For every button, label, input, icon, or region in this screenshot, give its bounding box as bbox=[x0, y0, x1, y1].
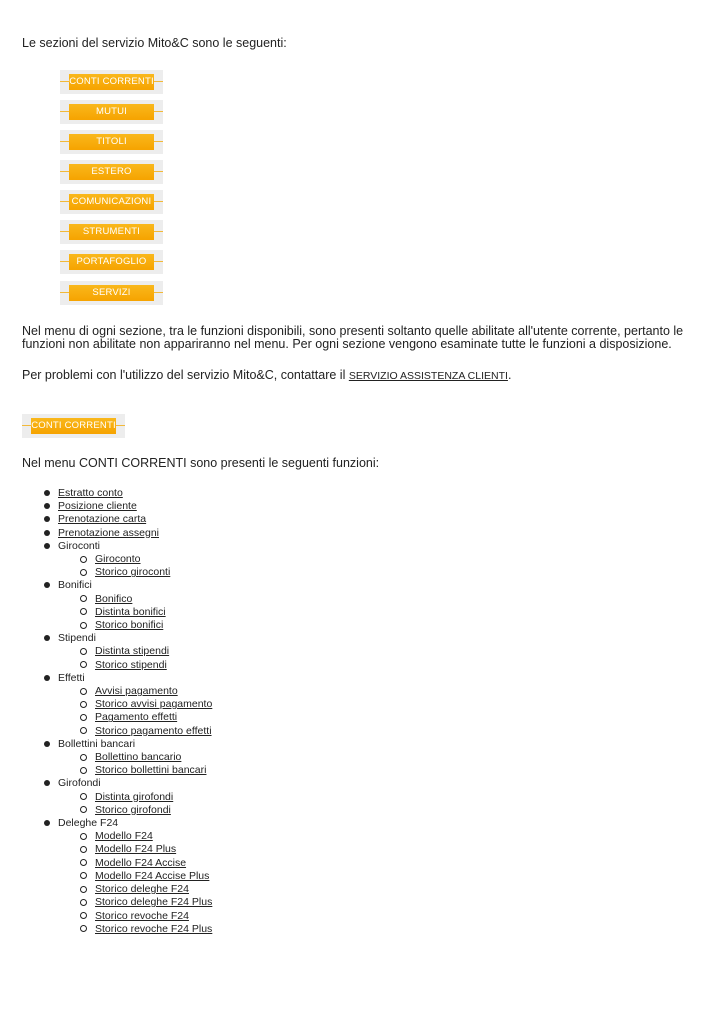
submenu-item bbox=[58, 896, 212, 909]
menu-group-deleghe-f24 bbox=[0, 817, 212, 936]
menu-group-label: Stipendi bbox=[58, 632, 96, 645]
bullet-icon bbox=[44, 635, 50, 641]
section-button-strumenti[interactable] bbox=[60, 220, 163, 244]
intro-text: Le sezioni del servizio Mito&C sono le seguenti: bbox=[22, 36, 287, 50]
section-button-label: SERVIZI bbox=[69, 285, 154, 301]
menu-item bbox=[0, 500, 212, 513]
menu-group-stipendi bbox=[0, 632, 212, 672]
submenu-item bbox=[58, 606, 212, 619]
circle-bullet-icon bbox=[80, 714, 87, 721]
submenu-link[interactable]: Avvisi pagamento bbox=[95, 685, 178, 698]
submenu bbox=[58, 751, 212, 777]
section-button-label: CONTI CORRENTI bbox=[69, 74, 154, 90]
submenu-item bbox=[58, 593, 212, 606]
submenu-link[interactable]: Storico deleghe F24 Plus bbox=[95, 896, 213, 909]
menu-link-estratto-conto[interactable]: Estratto conto bbox=[58, 487, 123, 499]
circle-bullet-icon bbox=[80, 569, 87, 576]
submenu-item bbox=[58, 857, 212, 870]
circle-bullet-icon bbox=[80, 846, 87, 853]
support-text: Per problemi con l'utilizzo del servizio Mito&C, contattare il SERVIZIO ASSISTENZA CLIENTI. bbox=[22, 368, 512, 382]
bullet-icon bbox=[44, 543, 50, 549]
circle-bullet-icon bbox=[80, 872, 87, 879]
circle-bullet-icon bbox=[80, 608, 87, 615]
conti-correnti-header-label: CONTI CORRENTI bbox=[31, 418, 116, 434]
submenu-item bbox=[58, 843, 212, 856]
submenu-link[interactable]: Pagamento effetti bbox=[95, 711, 178, 724]
submenu-link[interactable]: Distinta stipendi bbox=[95, 645, 170, 658]
submenu-link[interactable]: Bonifico bbox=[95, 592, 133, 605]
submenu-link[interactable]: Modello F24 Accise bbox=[95, 856, 187, 869]
circle-bullet-icon bbox=[80, 727, 87, 734]
submenu-link[interactable]: Storico girofondi bbox=[95, 803, 171, 816]
menu-group-label: Deleghe F24 bbox=[58, 817, 119, 830]
menu-group-label: Bonifici bbox=[58, 579, 92, 592]
submenu-link[interactable]: Storico bonifici bbox=[95, 619, 164, 632]
submenu-link[interactable]: Storico revoche F24 Plus bbox=[95, 922, 213, 935]
submenu-item bbox=[58, 685, 212, 698]
menu-note-text: Nel menu di ogni sezione, tra le funzioni disponibili, sono presenti soltanto quelle abilitate all'utente corrente, pertanto le funzioni non abilitate non appariranno nel menu. Per ogni sezione vengono esaminate tutte le funzioni a disposizione. bbox=[22, 324, 684, 351]
menu-group-label: Effetti bbox=[58, 671, 85, 684]
submenu-item bbox=[58, 645, 212, 658]
circle-bullet-icon bbox=[80, 806, 87, 813]
circle-bullet-icon bbox=[80, 833, 87, 840]
bullet-icon bbox=[44, 780, 50, 786]
submenu-link[interactable]: Modello F24 Accise Plus bbox=[95, 869, 210, 882]
menu-group-girofondi bbox=[0, 777, 212, 817]
submenu-link[interactable]: Bollettino bancario bbox=[95, 751, 182, 764]
submenu bbox=[58, 593, 212, 633]
menu-item bbox=[0, 513, 212, 526]
section-button-label: PORTAFOGLIO bbox=[69, 254, 154, 270]
submenu-item bbox=[58, 923, 212, 936]
menu-item bbox=[0, 527, 212, 540]
bullet-icon bbox=[44, 516, 50, 522]
section-button-portafoglio[interactable] bbox=[60, 250, 163, 274]
submenu-item bbox=[58, 910, 212, 923]
submenu-link[interactable]: Distinta bonifici bbox=[95, 605, 166, 618]
circle-bullet-icon bbox=[80, 622, 87, 629]
menu-group-effetti bbox=[0, 672, 212, 738]
section-button-label: TITOLI bbox=[69, 134, 154, 150]
submenu-link[interactable]: Modello F24 bbox=[95, 830, 153, 843]
support-link[interactable]: SERVIZIO ASSISTENZA CLIENTI bbox=[348, 370, 508, 382]
submenu-item bbox=[58, 619, 212, 632]
menu-link-prenotazione-carta[interactable]: Prenotazione carta bbox=[58, 513, 147, 526]
menu-group-bollettini-bancari bbox=[0, 738, 212, 778]
section-button-label: MUTUI bbox=[69, 104, 154, 120]
circle-bullet-icon bbox=[80, 648, 87, 655]
submenu-link[interactable]: Storico giroconti bbox=[95, 566, 171, 579]
section-button-servizi[interactable] bbox=[60, 281, 163, 305]
bullet-icon bbox=[44, 820, 50, 826]
submenu-item bbox=[58, 553, 212, 566]
circle-bullet-icon bbox=[80, 556, 87, 563]
circle-bullet-icon bbox=[80, 912, 87, 919]
submenu-link[interactable]: Distinta girofondi bbox=[95, 790, 174, 803]
submenu-item bbox=[58, 883, 212, 896]
section-button-comunicazioni[interactable] bbox=[60, 190, 163, 214]
submenu-link[interactable]: Modello F24 Plus bbox=[95, 843, 177, 856]
bullet-icon bbox=[44, 582, 50, 588]
submenu-link[interactable]: Giroconto bbox=[95, 553, 141, 566]
section-button-label: ESTERO bbox=[69, 164, 154, 180]
circle-bullet-icon bbox=[80, 886, 87, 893]
submenu bbox=[58, 553, 212, 579]
circle-bullet-icon bbox=[80, 688, 87, 695]
bullet-icon bbox=[44, 675, 50, 681]
section-button-label: COMUNICAZIONI bbox=[69, 194, 154, 210]
submenu-item bbox=[58, 659, 212, 672]
bullet-icon bbox=[44, 490, 50, 496]
section-button-conti-correnti[interactable] bbox=[60, 70, 163, 94]
submenu-link[interactable]: Storico avvisi pagamento bbox=[95, 698, 213, 711]
circle-bullet-icon bbox=[80, 859, 87, 866]
submenu-item bbox=[58, 870, 212, 883]
submenu-link[interactable]: Storico stipendi bbox=[95, 658, 167, 671]
section-button-titoli[interactable] bbox=[60, 130, 163, 154]
circle-bullet-icon bbox=[80, 661, 87, 668]
menu-group-label: Bollettini bancari bbox=[58, 737, 136, 750]
conti-intro-text: Nel menu CONTI CORRENTI sono presenti le seguenti funzioni: bbox=[22, 456, 380, 470]
submenu-item bbox=[58, 764, 212, 777]
circle-bullet-icon bbox=[80, 767, 87, 774]
submenu-item bbox=[58, 751, 212, 764]
menu-item bbox=[0, 487, 212, 500]
bullet-icon bbox=[44, 741, 50, 747]
submenu-item bbox=[58, 698, 212, 711]
submenu-link[interactable]: Storico revoche F24 bbox=[95, 909, 189, 922]
menu-link-prenotazione-assegni[interactable]: Prenotazione assegni bbox=[58, 526, 159, 539]
menu-group-label: Girofondi bbox=[58, 777, 101, 790]
submenu-item bbox=[58, 791, 212, 804]
submenu-item bbox=[58, 566, 212, 579]
functions-menu bbox=[0, 487, 212, 936]
bullet-icon bbox=[44, 503, 50, 509]
circle-bullet-icon bbox=[80, 701, 87, 708]
menu-group-giroconti bbox=[0, 540, 212, 580]
circle-bullet-icon bbox=[80, 595, 87, 602]
circle-bullet-icon bbox=[80, 899, 87, 906]
menu-link-posizione-cliente[interactable]: Posizione cliente bbox=[58, 500, 137, 513]
submenu bbox=[58, 830, 212, 936]
submenu-item bbox=[58, 804, 212, 817]
submenu bbox=[58, 645, 212, 671]
circle-bullet-icon bbox=[80, 754, 87, 761]
menu-group-label: Giroconti bbox=[58, 539, 101, 552]
submenu-item bbox=[58, 830, 212, 843]
section-button-mutui[interactable] bbox=[60, 100, 163, 124]
submenu bbox=[58, 685, 212, 738]
circle-bullet-icon bbox=[80, 793, 87, 800]
menu-group-bonifici bbox=[0, 579, 212, 632]
submenu-link[interactable]: Storico pagamento effetti bbox=[95, 724, 212, 737]
submenu-item bbox=[58, 725, 212, 738]
conti-correnti-header bbox=[22, 414, 125, 438]
circle-bullet-icon bbox=[80, 925, 87, 932]
submenu-link[interactable]: Storico bollettini bancari bbox=[95, 764, 207, 777]
section-button-label: STRUMENTI bbox=[69, 224, 154, 240]
submenu-link[interactable]: Storico deleghe F24 bbox=[95, 883, 189, 896]
bullet-icon bbox=[44, 530, 50, 536]
submenu bbox=[58, 791, 212, 817]
section-button-estero[interactable] bbox=[60, 160, 163, 184]
submenu-item bbox=[58, 711, 212, 724]
